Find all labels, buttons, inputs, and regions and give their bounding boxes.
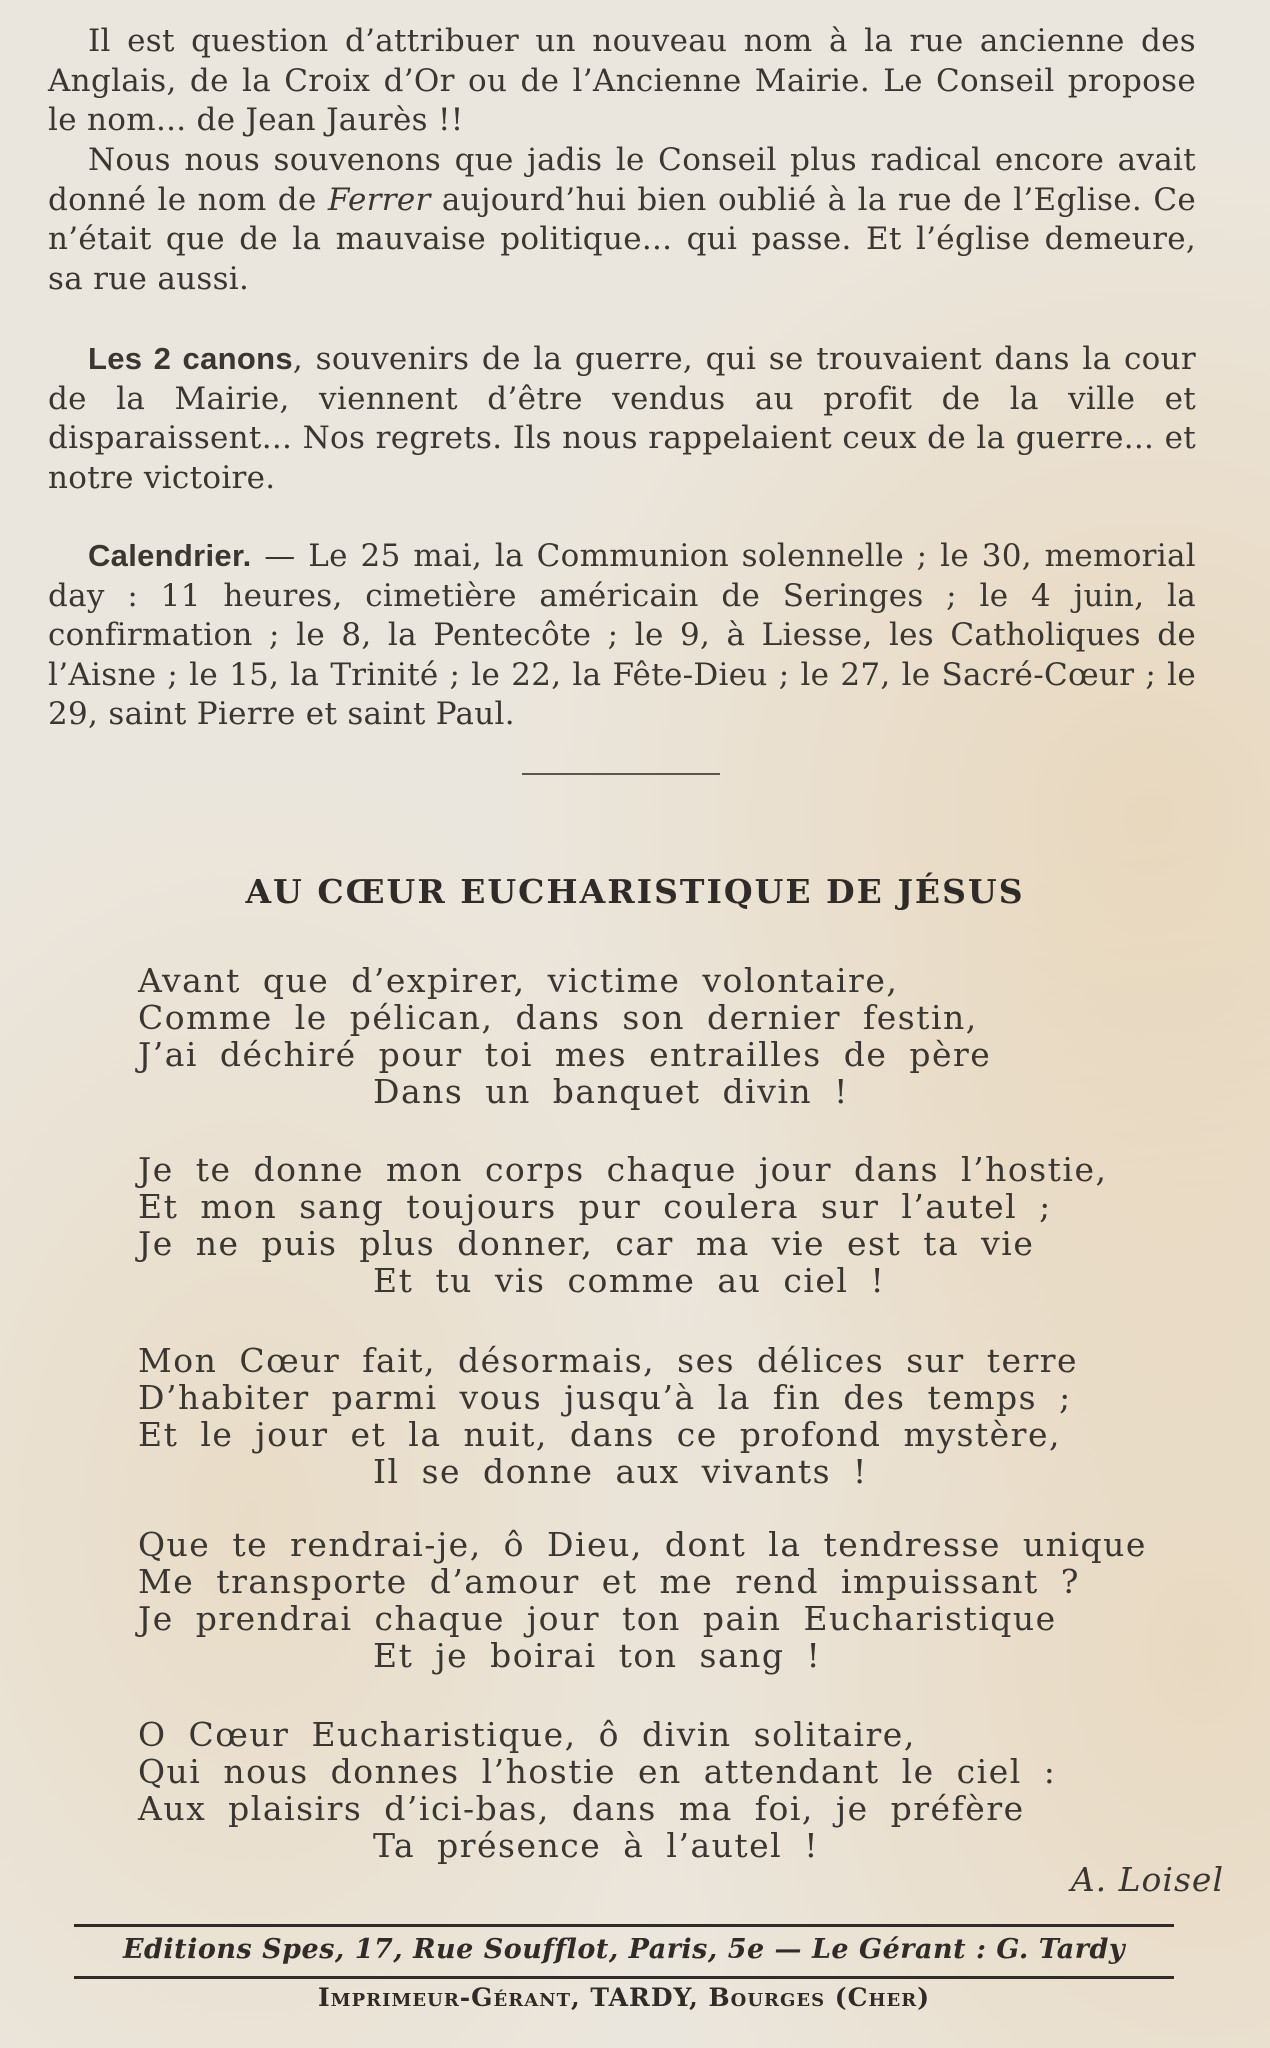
- calendrier-heading: Calendrier.: [88, 538, 252, 573]
- poem-verse: Ta présence à l’autel !: [373, 1826, 819, 1865]
- poem-verse: O Cœur Eucharistique, ô divin solitaire,: [138, 1715, 916, 1754]
- paragraph-canons: [48, 339, 1196, 498]
- poem-verse: Et le jour et la nuit, dans ce profond mystère,: [138, 1415, 1061, 1454]
- poem-verse: Que te rendrai-je, ô Dieu, dont la tendresse unique: [138, 1525, 1147, 1564]
- footer-middle-rule: [74, 1976, 1174, 1979]
- paragraph-ferrer-text-1: Nous nous souvenons que jadis le Conseil plus radical encore avait donné le nom de: [48, 142, 1196, 218]
- poem-stanza-4: [138, 1525, 1147, 1675]
- paragraph-ferrer: [48, 141, 1196, 299]
- paragraph-calendrier: [48, 536, 1196, 735]
- canons-heading: Les 2 canons: [88, 341, 293, 376]
- poem-verse: Mon Cœur fait, désormais, ses délices sur terre: [138, 1341, 1079, 1380]
- footer-top-rule: [74, 1924, 1174, 1927]
- ferrer-name: Ferrer: [327, 181, 431, 218]
- poem-verse: Me transporte d’amour et me rend impuissant ?: [138, 1562, 1081, 1601]
- poem-verse: Et mon sang toujours pur coulera sur l’autel ;: [138, 1187, 1052, 1226]
- poem-stanza-5: [138, 1716, 1138, 1864]
- calendrier-text: — Le 25 mai, la Communion solennelle ; le 30, memorial day : 11 heures, cimetière américain de Seringes ; le 4 juin, la confirmation ; le 8, la Pentecôte ; le 9, à Liesse, les Catholiques de l’Aisne ; le 15, la Trinité ; le 22, la Fête-Dieu ; le 27, le Sacré-Cœur ; le 29, saint Pierre et saint Paul.: [48, 538, 1196, 732]
- paragraph-rue-anglais-text: Il est question d’attribuer un nouveau nom à la rue ancienne des Anglais, de la Croix d’Or ou de l’Ancienne Mairie. Le Conseil propose le nom... de Jean Jaurès !!: [48, 23, 1196, 138]
- poem-verse: D’habiter parmi vous jusqu’à la fin des temps ;: [138, 1378, 1072, 1417]
- poem-stanza-2: [138, 1151, 1138, 1299]
- poem-author: [1071, 1860, 1224, 1899]
- paragraph-rue-anglais: [48, 22, 1196, 141]
- poem-verse: Comme le pélican, dans son dernier festin,: [138, 998, 978, 1037]
- poem-verse: Aux plaisirs d’ici-bas, dans ma foi, je préfère: [138, 1789, 1025, 1828]
- poem-verse: J’ai déchiré pour toi mes entrailles de père: [138, 1035, 992, 1074]
- paragraph-ferrer-text-2: aujourd’hui bien oublié à la rue de l’Eglise. Ce n’était que de la mauvaise politique... qui passe. Et l’église demeure, sa rue aussi.: [48, 181, 1196, 297]
- poem-verse: Qui nous donnes l’hostie en attendant le ciel :: [138, 1752, 1057, 1791]
- poem-stanza-3: [138, 1342, 1138, 1490]
- footer-printer: Imprimeur-Gérant, TARDY, Bourges (Cher): [317, 1983, 931, 2012]
- poem-verse: Dans un banquet divin !: [373, 1072, 849, 1111]
- poem-stanza-1: [138, 962, 1138, 1110]
- poem-title: AU CŒUR EUCHARISTIQUE DE JÉSUS: [245, 872, 1025, 911]
- poem-verse: Je te donne mon corps chaque jour dans l’hostie,: [138, 1150, 1108, 1189]
- canons-text: , souvenirs de la guerre, qui se trouvaient dans la cour de la Mairie, viennent d’être vendus au profit de la ville et disparaissent... Nos regrets. Ils nous rappelaient ceux de la guerre... et notre victoire.: [48, 341, 1196, 496]
- poem-verse: Je ne puis plus donner, car ma vie est ta vie: [138, 1224, 1035, 1263]
- footer-publisher: Editions Spes, 17, Rue Soufflot, Paris, 5e — Le Gérant : G. Tardy: [122, 1934, 1126, 1965]
- poem-verse: Et je boirai ton sang !: [373, 1636, 822, 1675]
- poem-verse: Il se donne aux vivants !: [373, 1452, 868, 1491]
- poem-verse: Je prendrai chaque jour ton pain Eucharistique: [138, 1599, 1057, 1638]
- poem-verse: Avant que d’expirer, victime volontaire,: [138, 961, 899, 1000]
- section-divider: [522, 773, 720, 775]
- poem-verse: Et tu vis comme au ciel !: [373, 1261, 886, 1300]
- author-signature: A. Loisel: [1070, 1860, 1224, 1899]
